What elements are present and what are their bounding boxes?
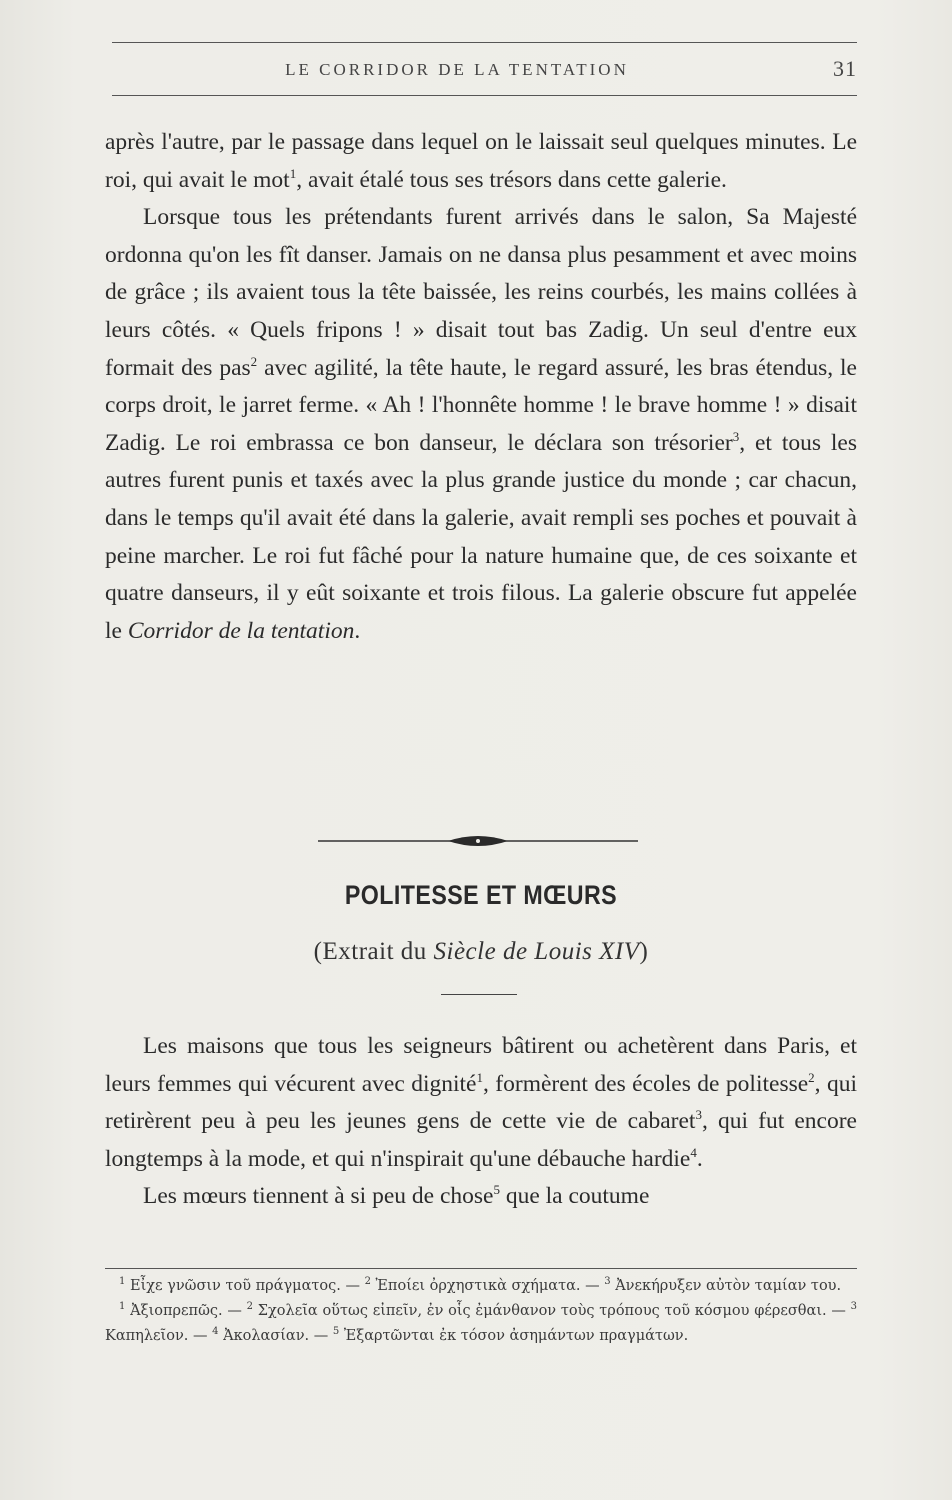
footnote-ref: 1: [289, 165, 297, 181]
footnote-ref: 4: [690, 1144, 697, 1160]
page-number: 31: [833, 56, 857, 81]
paragraph-maisons: Les maisons que tous les seigneurs bâtirent ou achetèrent dans Paris, et leurs femmes qui vécurent avec dignité$^1$, formèrent des écoles de politesse$^2$, qui retirèrent peu à peu les jeunes gens de cette vie de cabaret$^3$, qui fut encore longtemps à la mode, et qui n'inspirait qu'une débauche hardie$^4$.: [105, 1033, 858, 1172]
footnote-group-1: $^1$ Εἶχε γνῶσιν τοῦ πράγματος. — $^2$ Ἐποίει ὀρχηστικὰ σχήματα. — $^3$ Ἀνεκήρυξεν αὐτὸν ταμίαν του.: [119, 1276, 842, 1294]
paragraph-moeurs: Les mœurs tiennent à si peu de chose$^5$ que la coutume: [143, 1182, 650, 1210]
footnote-group-2: $^1$ Ἀξιοπρεπῶς. — $^2$ Σχολεῖα οὕτως εἰπεῖν, ἐν οἷς ἐμάνθανον τοὺς τρόπους τοῦ κόσμου φέρεσθαι. — $^3$ Καπηλεῖον. — $^4$ Ἀκολασίαν. — $^5$ Ἐξαρτῶνται ἐκ τόσον ἀσημάντων πραγμάτων.: [105, 1301, 857, 1344]
footnote-ref: 1: [476, 1069, 483, 1085]
footnote-ref: 5: [493, 1182, 500, 1198]
header-bottom-rule: [112, 95, 857, 96]
passage-politesse: [105, 1028, 857, 1216]
section-subtitle: (Extrait du Siècle de Louis XIV): [313, 938, 649, 965]
section-title: POLITESSE ET MŒURS: [344, 880, 618, 910]
footnote-ref: 2: [250, 353, 258, 369]
paragraph-continued: après l'autre, par le passage dans lequel on le laissait seul quelques minutes. Le roi, qui avait le mot$^1$, avait étalé tous ses trésors dans cette galerie.: [105, 129, 857, 193]
footnote-ref: 2: [808, 1069, 815, 1085]
footnotes: [105, 1274, 857, 1349]
ornament-divider-icon: [318, 828, 638, 854]
footnote-ref: 3: [695, 1107, 702, 1123]
header-top-rule: [112, 42, 857, 43]
running-head: [112, 56, 857, 86]
footnote-ref: 3: [732, 428, 740, 444]
passage-zadig: [105, 124, 857, 650]
italic-title: Corridor de la tentation: [127, 617, 355, 644]
paragraph-dance: Lorsque tous les prétendants furent arrivés dans le salon, Sa Majesté ordonna qu'on les fît danser. Jamais on ne dansa plus pesamment et avec moins de grâce ; ils avaient tous la tête baissée, les reins courbés, les mains collées à leurs côtés. « Quels fripons ! » disait tout bas Zadig. Un seul d'entre eux formait des pas$^2$ avec agilité, la tête haute, le regard assuré, les bras étendus, le corps droit, le jarret ferme. « Ah ! l'honnête homme ! le brave homme ! » disait Zadig. Le roi embrassa ce bon danseur, le déclara son trésorier$^3$, et tous les autres furent punis et taxés avec la plus grande justice du monde ; car chacun, dans le temps qu'il avait été dans la galerie, avait rempli ses poches et pouvait à peine marcher. Le roi fut fâché pour la nature humaine que, de ces soixante et quatre danseurs, il y eût soixante et trois filous. La galerie obscure fut appelée le Corridor de la tentation.: [105, 204, 857, 644]
section-short-rule: [441, 994, 517, 995]
running-title: LE CORRIDOR DE LA TENTATION: [285, 60, 629, 79]
footnote-rule: [105, 1268, 857, 1269]
